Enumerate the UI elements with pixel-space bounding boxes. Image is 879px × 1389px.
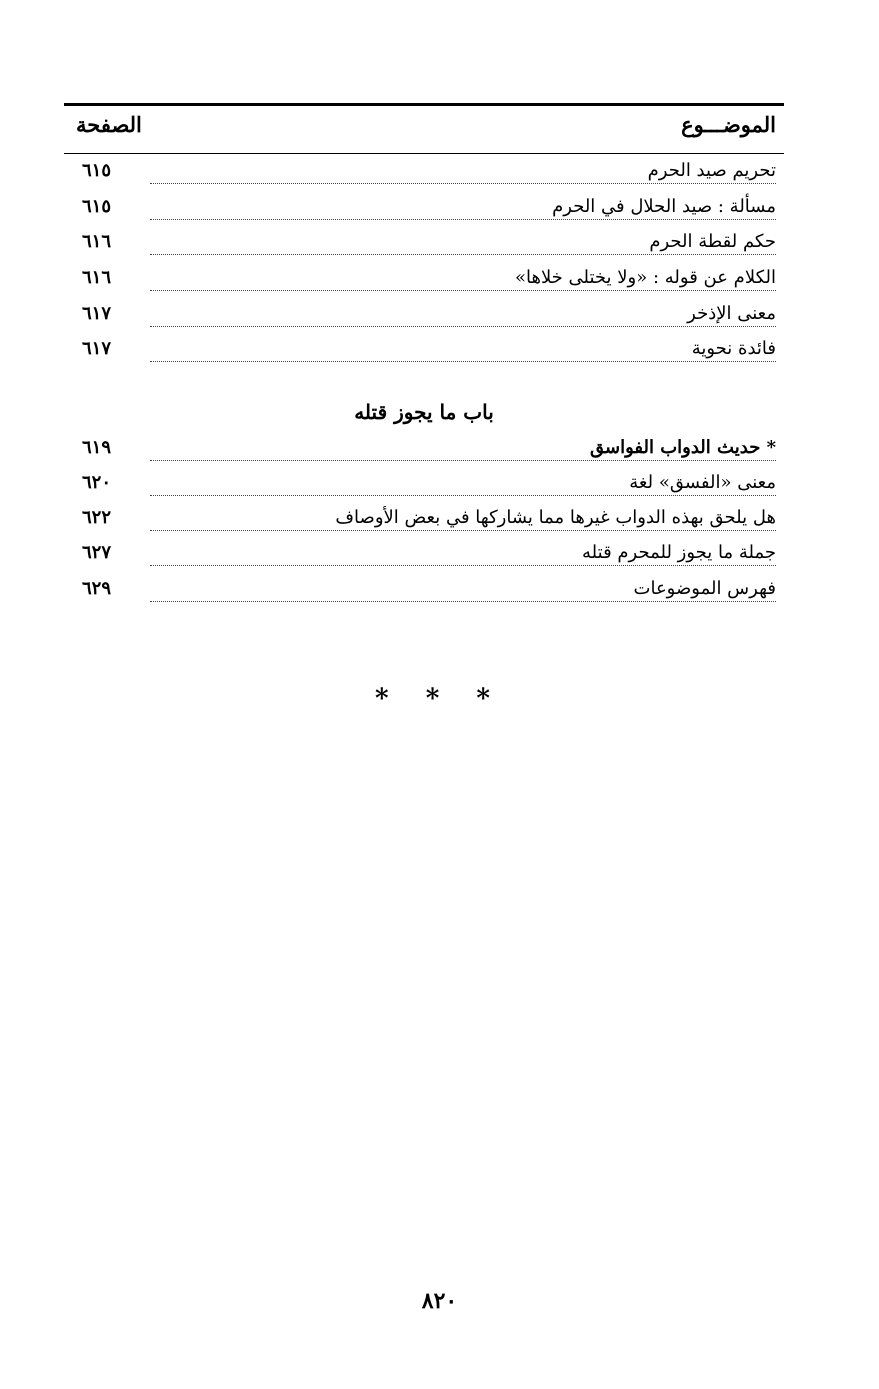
toc-entry-title: حكم لقطة الحرم — [643, 231, 776, 252]
toc-entry — [64, 507, 784, 541]
toc-entry — [64, 338, 784, 372]
header-rule — [64, 153, 784, 154]
toc-entry — [64, 472, 784, 506]
toc-entry — [64, 267, 784, 301]
toc-entry-title: مسألة : صيد الحلال في الحرم — [546, 196, 776, 217]
topic-column-header: الموضـــوع — [681, 112, 776, 137]
toc-entry-page: ٦١٩ — [82, 437, 112, 458]
toc-entry-page: ٦١٦ — [82, 231, 112, 252]
top-rule — [64, 103, 784, 106]
dot-leader — [150, 361, 776, 362]
toc-entry-page: ٦١٥ — [82, 196, 112, 217]
ornament-stars: * * * — [375, 684, 504, 714]
toc-entry-title: * حديث الدواب الفواسق — [584, 437, 776, 458]
toc-entry-title: هل يلحق بهذه الدواب غيرها مما يشاركها في بعض الأوصاف — [329, 507, 776, 528]
toc-entry-page: ٦٢٩ — [82, 578, 112, 599]
toc-entry-page: ٦١٧ — [82, 303, 112, 324]
dot-leader — [150, 254, 776, 255]
toc-header — [64, 112, 784, 148]
toc-entry-page: ٦١٦ — [82, 267, 112, 288]
page-column-header: الصفحة — [76, 112, 142, 137]
toc-entry — [64, 437, 784, 471]
toc-entry-page: ٦٢٠ — [82, 472, 112, 493]
toc-entry-page: ٦٢٢ — [82, 507, 112, 528]
toc-entry-page: ٦٢٧ — [82, 542, 112, 563]
toc-entry — [64, 303, 784, 337]
dot-leader — [150, 326, 776, 327]
dot-leader — [150, 495, 776, 496]
dot-leader — [150, 290, 776, 291]
toc-entry — [64, 578, 784, 612]
toc-entry — [64, 196, 784, 230]
toc-entry-title: فهرس الموضوعات — [628, 578, 776, 599]
dot-leader — [150, 460, 776, 461]
dot-leader — [150, 530, 776, 531]
toc-entry-title: جملة ما يجوز للمحرم قتله — [576, 542, 776, 563]
dot-leader — [150, 183, 776, 184]
dot-leader — [150, 219, 776, 220]
toc-entry-page: ٦١٥ — [82, 160, 112, 181]
toc-entry — [64, 231, 784, 265]
section-heading: باب ما يجوز قتله — [354, 400, 494, 424]
toc-entry — [64, 160, 784, 194]
toc-entry — [64, 542, 784, 576]
toc-entry-page: ٦١٧ — [82, 338, 112, 359]
toc-entry-title: فائدة نحوية — [686, 338, 776, 359]
toc-entry-title: تحريم صيد الحرم — [642, 160, 776, 181]
page-number: ٨٢٠ — [421, 1288, 458, 1314]
dot-leader — [150, 565, 776, 566]
toc-entry-title: معنى الإذخر — [681, 303, 776, 324]
dot-leader — [150, 601, 776, 602]
toc-entry-title: معنى «الفسق» لغة — [623, 472, 776, 493]
toc-entry-title: الكلام عن قوله : «ولا يختلى خلاها» — [509, 267, 776, 288]
